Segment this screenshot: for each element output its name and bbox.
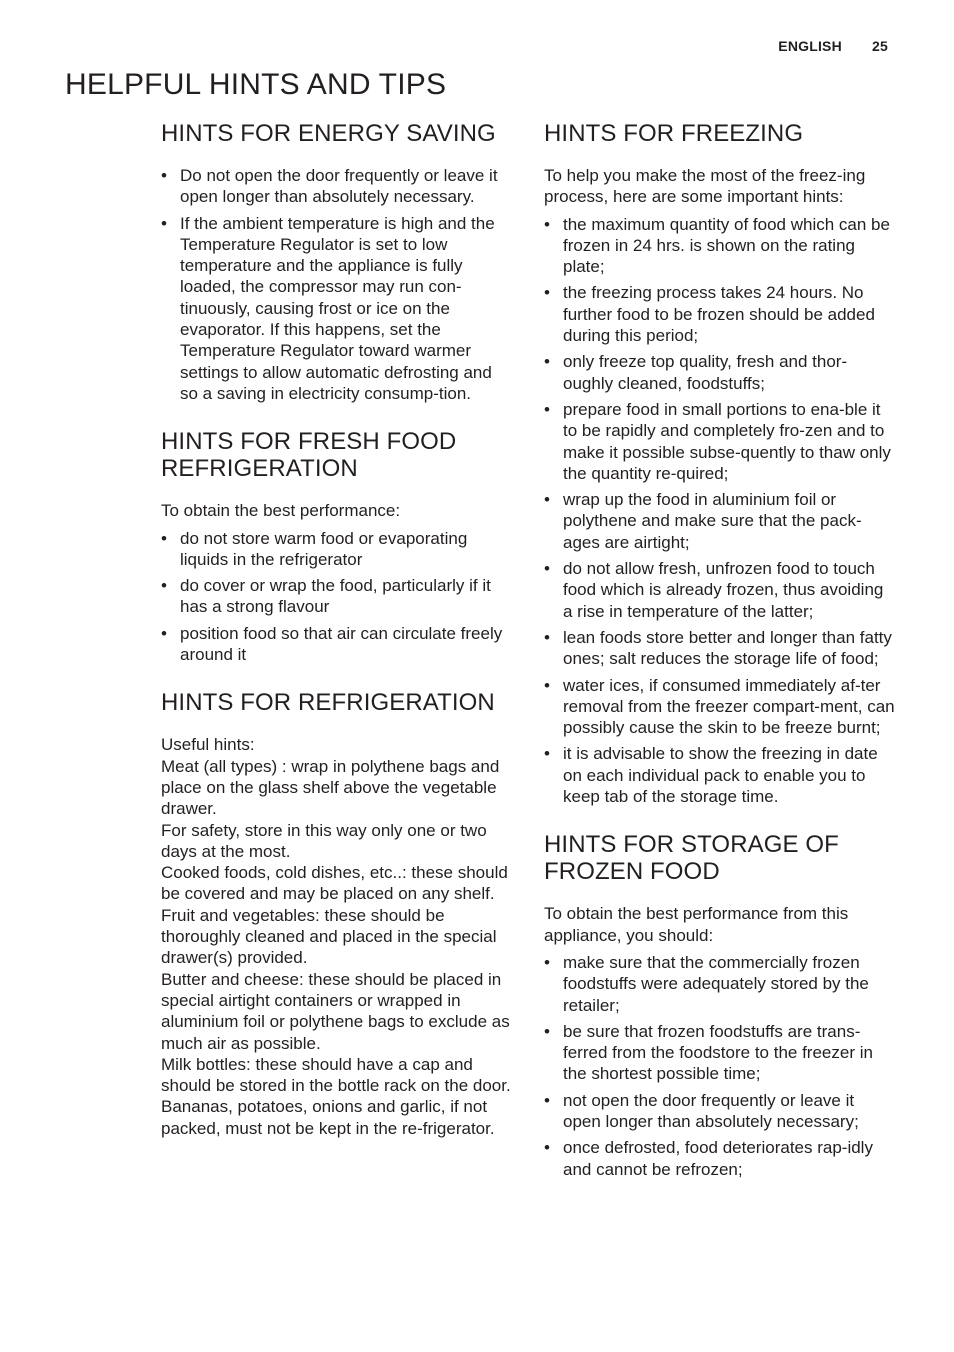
bullet-icon: • (544, 399, 550, 419)
paragraph: Useful hints: (161, 735, 255, 755)
bullet-list (161, 165, 513, 404)
list-item-text: lean foods store better and longer than fatty ones; salt reduces the storage life of food; (563, 627, 892, 669)
list-item (544, 351, 896, 394)
page-number: 25 (872, 38, 888, 54)
bullet-icon: • (161, 623, 167, 643)
list-item-text: not open the door frequently or leave it open longer than absolutely necessary; (563, 1090, 859, 1131)
list-item (544, 282, 896, 346)
list-item (544, 1137, 896, 1180)
paragraph: Bananas, potatoes, onions and garlic, if not packed, must not be kept in the re-frigerator. (161, 1097, 495, 1138)
bullet-icon: • (544, 214, 550, 234)
bullet-icon: • (544, 675, 550, 695)
section-intro: To obtain the best performance: (161, 501, 401, 521)
right-column (544, 120, 896, 1204)
bullet-icon: • (544, 627, 550, 647)
list-item (544, 1021, 896, 1085)
fresh-food-section (161, 428, 513, 665)
section-intro: To obtain the best performance from this appliance, you should: (544, 904, 849, 945)
bullet-icon: • (544, 952, 550, 972)
section-title: HINTS FOR REFRIGERATION (161, 689, 495, 717)
list-item-text: do not store warm food or evaporating liquids in the refrigerator (180, 528, 468, 569)
bullet-icon: • (161, 576, 167, 596)
page-header (778, 38, 888, 54)
list-item (544, 627, 896, 670)
left-column (161, 120, 513, 1163)
list-item-text: only freeze top quality, fresh and thor-oughly cleaned, foodstuffs; (563, 352, 848, 393)
paragraph: Butter and cheese: these should be placed in special airtight containers or wrapped in aluminium foil or polythene bags to exclude as much air as possible. (161, 969, 510, 1053)
list-item (161, 165, 513, 208)
paragraph: Fruit and vegetables: these should be thoroughly cleaned and placed in the special drawer(s) provided. (161, 905, 497, 968)
refrigeration-section (161, 689, 513, 1139)
language-label: ENGLISH (778, 38, 842, 54)
list-item (544, 214, 896, 278)
list-item (544, 399, 896, 484)
list-item (161, 575, 513, 618)
paragraph: Meat (all types) : wrap in polythene bags and place on the glass shelf above the vegetable drawer. (161, 756, 500, 819)
paragraph: Cooked foods, cold dishes, etc..: these should be covered and may be placed on any shelf. (161, 863, 508, 904)
bullet-icon: • (544, 1021, 550, 1041)
list-item (161, 623, 513, 666)
list-item-text: do cover or wrap the food, particularly if it has a strong flavour (180, 576, 491, 617)
paragraph: For safety, store in this way only one or two days at the most. (161, 820, 487, 861)
list-item-text: wrap up the food in aluminium foil or polythene and make sure that the pack-ages are airtight; (563, 490, 862, 552)
bullet-icon: • (161, 213, 167, 233)
bullet-icon: • (544, 490, 550, 510)
list-item (544, 743, 896, 807)
bullet-icon: • (544, 559, 550, 579)
list-item (544, 952, 896, 1016)
list-item-text: Do not open the door frequently or leave it open longer than absolutely necessary. (180, 166, 498, 207)
list-item-text: once defrosted, food deteriorates rap-idly and cannot be refrozen; (563, 1138, 873, 1179)
list-item-text: it is advisable to show the freezing in date on each individual pack to enable you to keep tab of the storage time. (563, 744, 878, 807)
paragraph-list (161, 734, 513, 1139)
list-item-text: If the ambient temperature is high and the Temperature Regulator is set to low temperature and the appliance is fully loaded, the compressor may run con-tinuously, causing frost or ice on the evaporator. If this happens, set the Temperature Regulator toward warmer settings to allow automatic defrosting and so a saving in electricity consump-tion. (180, 213, 495, 403)
bullet-icon: • (161, 166, 167, 185)
section-title: HINTS FOR FREEZING (544, 120, 804, 147)
bullet-list (544, 952, 896, 1180)
section-title: HINTS FOR STORAGE OF FROZEN FOOD (544, 831, 839, 886)
list-item-text: be sure that frozen foodstuffs are trans-ferred from the foodstore to the freezer in the shortest possible time; (563, 1021, 873, 1084)
list-item-text: position food so that air can circulate freely around it (180, 623, 503, 665)
list-item (161, 213, 513, 405)
bullet-icon: • (161, 528, 167, 548)
paragraph: Milk bottles: these should have a cap and should be stored in the bottle rack on the door. (161, 1054, 511, 1096)
section-title: HINTS FOR ENERGY SAVING (161, 120, 496, 147)
bullet-icon: • (544, 744, 550, 764)
section-intro: To help you make the most of the freez-ing process, here are some important hints: (544, 166, 866, 207)
list-item (544, 489, 896, 553)
bullet-icon: • (544, 352, 550, 372)
bullet-icon: • (544, 1138, 550, 1158)
list-item-text: prepare food in small portions to ena-ble it to be rapidly and completely fro-zen and to make it possible subse-quently to thaw only the quantity re-quired; (563, 399, 891, 483)
list-item-text: make sure that the commercially frozen foodstuffs were adequately stored by the retailer; (563, 952, 869, 1015)
storage-frozen-section (544, 831, 896, 1180)
list-item-text: the freezing process takes 24 hours. No further food to be frozen should be added during this period; (563, 283, 875, 346)
list-item-text: do not allow fresh, unfrozen food to touch food which is already frozen, thus avoiding a rise in temperature of the latter; (563, 559, 884, 621)
energy-saving-section (161, 120, 513, 404)
list-item (544, 558, 896, 622)
list-item (544, 675, 896, 739)
bullet-icon: • (544, 1090, 550, 1110)
page-title: HELPFUL HINTS AND TIPS (65, 68, 447, 101)
freezing-section (544, 120, 896, 807)
list-item-text: water ices, if consumed immediately af-ter removal from the freezer compart-ment, can possibly cause the skin to be freeze burnt; (563, 675, 895, 738)
list-item (544, 1090, 896, 1133)
section-title: HINTS FOR FRESH FOOD REFRIGERATION (161, 428, 457, 483)
bullet-list (544, 214, 896, 808)
bullet-icon: • (544, 283, 550, 303)
bullet-list (161, 528, 513, 666)
list-item-text: the maximum quantity of food which can be frozen in 24 hrs. is shown on the rating plate; (563, 214, 890, 277)
list-item (161, 528, 513, 571)
